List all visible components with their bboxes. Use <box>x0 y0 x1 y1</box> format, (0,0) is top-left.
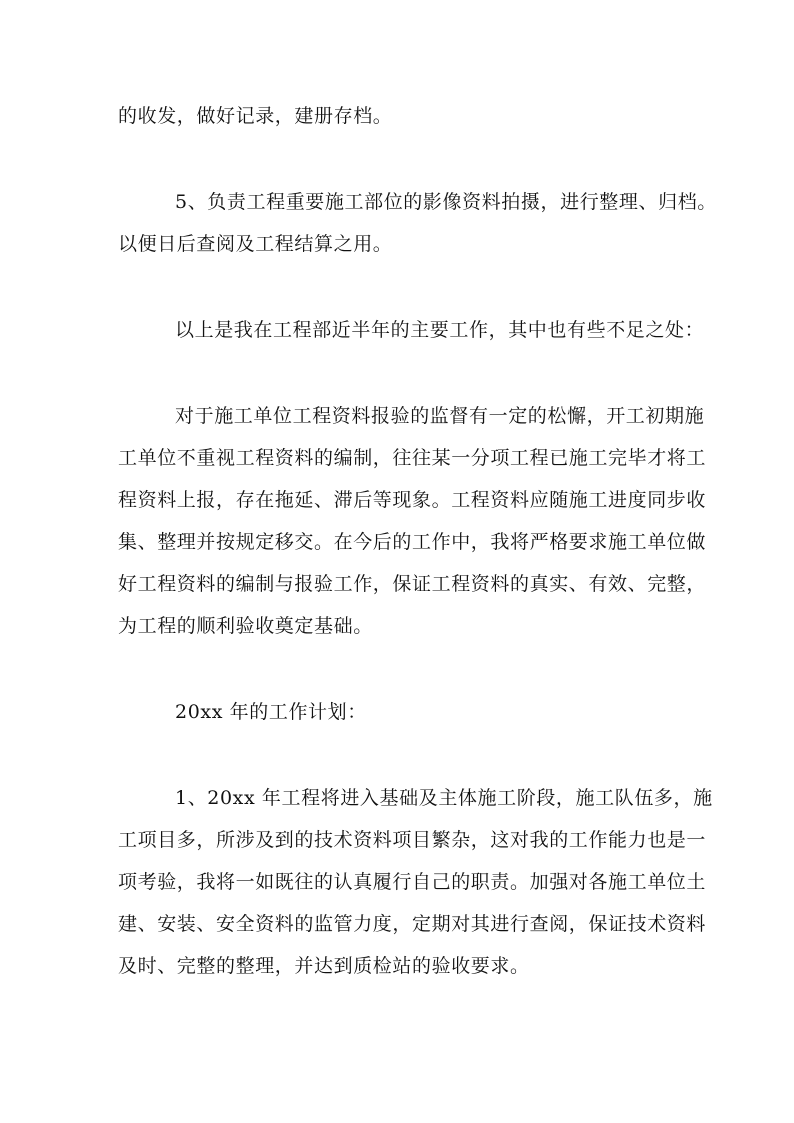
text-line: 以便日后查阅及工程结算之用。 <box>118 233 393 255</box>
text-line: 集、整理并按规定移交。在今后的工作中，我将严格要求施工单位做 <box>118 531 707 553</box>
text-line: 程资料上报，存在拖延、滞后等现象。工程资料应随施工进度同步收 <box>118 489 707 511</box>
text-line: 项考验，我将一如既往的认真履行自己的职责。加强对各施工单位土 <box>118 871 707 893</box>
text-line: 5、负责工程重要施工部位的影像资料拍摄，进行整理、归档。 <box>175 191 717 213</box>
text-line: 好工程资料的编制与报验工作，保证工程资料的真实、有效、完整， <box>118 573 707 595</box>
text-line: 工项目多，所涉及到的技术资料项目繁杂，这对我的工作能力也是一 <box>118 829 707 851</box>
text-line: 为工程的顺利验收奠定基础。 <box>118 615 373 637</box>
text-line: 及时、完整的整理，并达到质检站的验收要求。 <box>118 955 530 977</box>
text-line: 以上是我在工程部近半年的主要工作，其中也有些不足之处： <box>175 319 705 341</box>
text-line: 建、安装、安全资料的监管力度，定期对其进行查阅，保证技术资料 <box>118 913 707 935</box>
text-line: 工单位不重视工程资料的编制，往往某一分项工程已施工完毕才将工 <box>118 447 707 469</box>
text-line: 对于施工单位工程资料报验的监督有一定的松懈，开工初期施 <box>175 405 705 427</box>
text-line: 20xx 年的工作计划： <box>175 701 367 723</box>
text-line: 的收发，做好记录，建册存档。 <box>118 105 393 127</box>
text-line: 1、20xx 年工程将进入基础及主体施工阶段，施工队伍多，施 <box>175 787 713 809</box>
